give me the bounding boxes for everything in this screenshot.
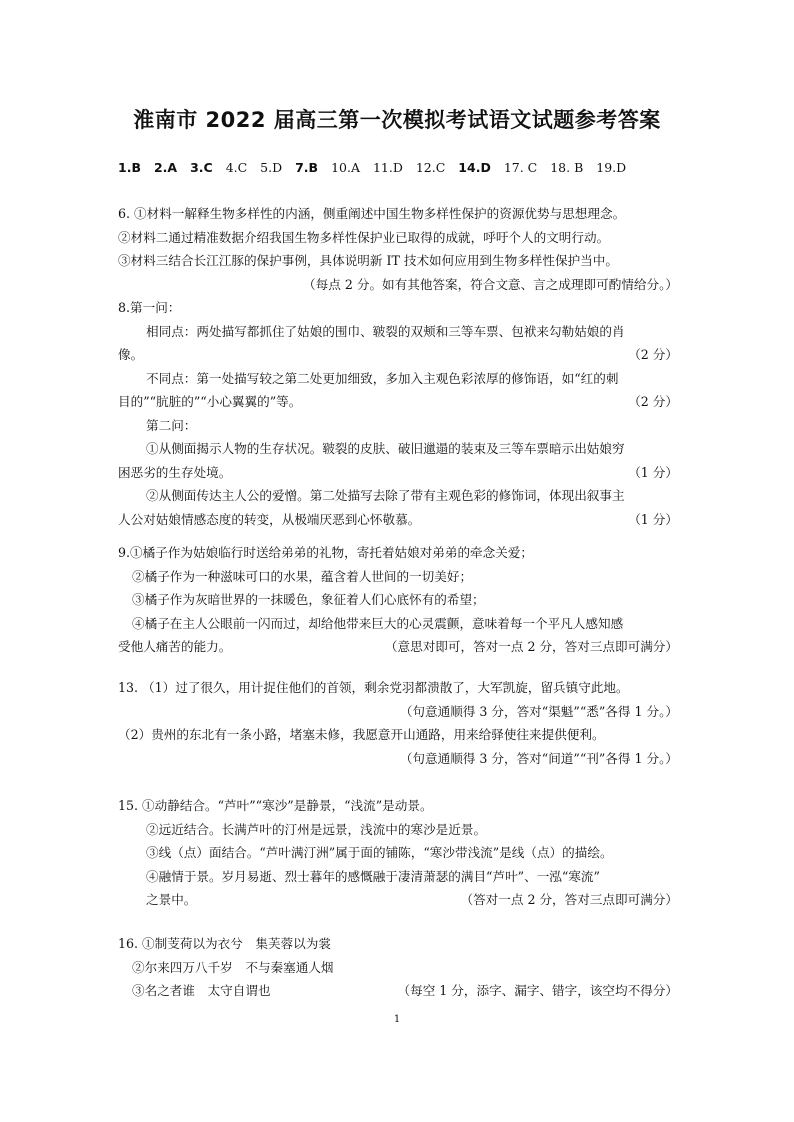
q13-note: （句意通顺得 3 分，答对“间道”“刊”各得 1 分。） xyxy=(399,750,678,766)
q8-line: 相同点：两处描写都抓住了姑娘的围巾、皲裂的双颊和三等车票、包袱来勾勒姑娘的肖 xyxy=(146,323,625,339)
q8-line: 不同点：第一处描写较之第二处更加细致，多加入主观色彩浓厚的修饰语，如“红的刺 xyxy=(146,370,619,386)
answer-item: 1.B xyxy=(118,160,141,175)
question-15 xyxy=(118,794,678,912)
q9-line: 9.①橘子作为姑娘临行时送给弟弟的礼物，寄托着姑娘对弟弟的牵念关爱； xyxy=(118,545,534,560)
answer-item: 18. B xyxy=(550,160,584,175)
q8-head: 8.第一问： xyxy=(118,300,181,315)
q6-note: （每点 2 分。如有其他答案，符合文意、言之成理即可酌情给分。） xyxy=(303,276,678,292)
q15-note: （答对一点 2 分，答对三点即可满分） xyxy=(460,892,678,907)
answer-item: 7.B xyxy=(295,160,319,175)
q15-line: 15. ①动静结合。“芦叶”“寒沙”是静景，“浅流”是动景。 xyxy=(118,798,433,813)
q6-line: 6. ①材料一解释生物多样性的内涵，侧重阐述中国生物多样性保护的资源优势与思想理念。 xyxy=(118,206,626,221)
q15-line: ②远近结合。长满芦叶的汀州是远景，浅流中的寒沙是近景。 xyxy=(146,821,487,837)
q8-text: 困恶劣的生存处境。 xyxy=(118,464,232,480)
q13-line: （2）贵州的东北有一条小路，堵塞未修，我愿意开山通路，用来给驿使往来提供便利。 xyxy=(118,727,605,742)
answer-item: 3.C xyxy=(190,160,213,175)
q8-line: ①从侧面揭示人物的生存状况。皲裂的皮肤、破旧邋遢的装束及三等车票暗示出姑娘穷 xyxy=(146,441,625,456)
q8-line: 第二问： xyxy=(146,417,197,433)
answer-item: 2.A xyxy=(153,160,178,175)
q9-line: ④橘子在主人公眼前一闪而过，却给他带来巨大的心灵震颤，意味着每一个平凡人感知感 xyxy=(132,615,624,631)
q8-text: 目的”“肮脏的”“小心翼翼的”等。 xyxy=(118,394,302,409)
q9-line xyxy=(118,635,678,659)
answer-item: 14.D xyxy=(458,160,491,175)
question-13 xyxy=(118,676,678,770)
q9-note: （意思对即可，答对一点 2 分，答对三点即可满分） xyxy=(384,639,678,654)
answer-item: 11.D xyxy=(372,160,403,175)
q9-text: 受他人痛苦的能力。 xyxy=(118,639,232,654)
q8-score: （2 分） xyxy=(628,347,678,362)
q9-line: ②橘子作为一种滋味可口的水果，蕴含着人世间的一切美好； xyxy=(132,568,473,584)
q16-line: ②尔来四万八千岁 不与秦塞通人烟 xyxy=(132,959,334,975)
q8-line xyxy=(118,390,678,414)
question-8 xyxy=(118,296,678,531)
q13-line: 13. （1）过了很久，用计捉住他们的首领，剩余党羽都溃散了，大军凯旋，留兵镇守此地。 xyxy=(118,680,629,695)
answer-item: 5.D xyxy=(260,160,283,175)
q8-line: ②从侧面传达主人公的爱憎。第二处描写去除了带有主观色彩的修饰词，体现出叙事主 xyxy=(146,488,625,503)
q8-score: （2 分） xyxy=(628,394,678,409)
answer-item: 12.C xyxy=(415,160,446,175)
q8-score: （1 分） xyxy=(628,511,678,527)
page-number: 1 xyxy=(393,1014,401,1025)
q16-line: 16. ①制芰荷以为衣兮 集芙蓉以为裳 xyxy=(118,936,331,951)
q6-line: ②材料二通过精准数据介绍我国生物多样性保护业已取得的成就，呼吁个人的文明行动。 xyxy=(118,229,610,245)
q15-line xyxy=(118,888,678,912)
q13-note: （句意通顺得 3 分，答对“渠魁”“悉”各得 1 分。） xyxy=(399,703,678,719)
question-9 xyxy=(118,541,678,659)
q8-line xyxy=(118,508,678,532)
q8-text: 人公对姑娘情感态度的转变，从极端厌恶到心怀敬慕。 xyxy=(118,511,421,527)
q8-line xyxy=(118,461,678,485)
q15-line: ③线（点）面结合。“芦叶满汀洲”属于面的铺陈，“寒沙带浅流”是线（点）的描绘。 xyxy=(146,845,613,860)
q15-line: ④融情于景。岁月易逝、烈士暮年的感慨融于凄清萧瑟的满目“芦叶”、一泓“寒流” xyxy=(146,868,600,884)
answer-item: 4.C xyxy=(225,160,248,175)
q8-text: 像。 xyxy=(118,347,144,362)
answer-item: 10.A xyxy=(331,160,360,175)
q15-text: 之景中。 xyxy=(146,892,197,907)
page-title: 淮南市 2022 届高三第一次模拟考试语文试题参考答案 xyxy=(133,108,661,132)
answer-item: 17. C xyxy=(503,160,538,175)
question-16 xyxy=(118,932,678,1003)
q16-text: ③名之者谁 太守自谓也 xyxy=(132,983,271,998)
q9-line: ③橘子作为灰暗世界的一抹暖色，象征着人们心底怀有的希望； xyxy=(132,592,485,607)
q6-line: ③材料三结合长江江豚的保护事例，具体说明新 IT 技术如何应用到生物多样性保护当中。 xyxy=(118,253,618,268)
q16-note: （每空 1 分，添字、漏字、错字，该空均不得分） xyxy=(397,983,678,998)
choice-answers xyxy=(118,160,635,175)
q16-line xyxy=(118,979,678,1003)
q8-score: （1 分） xyxy=(628,464,678,480)
answer-item: 19.D xyxy=(596,160,627,175)
q8-line xyxy=(118,343,678,367)
question-6 xyxy=(118,202,678,296)
